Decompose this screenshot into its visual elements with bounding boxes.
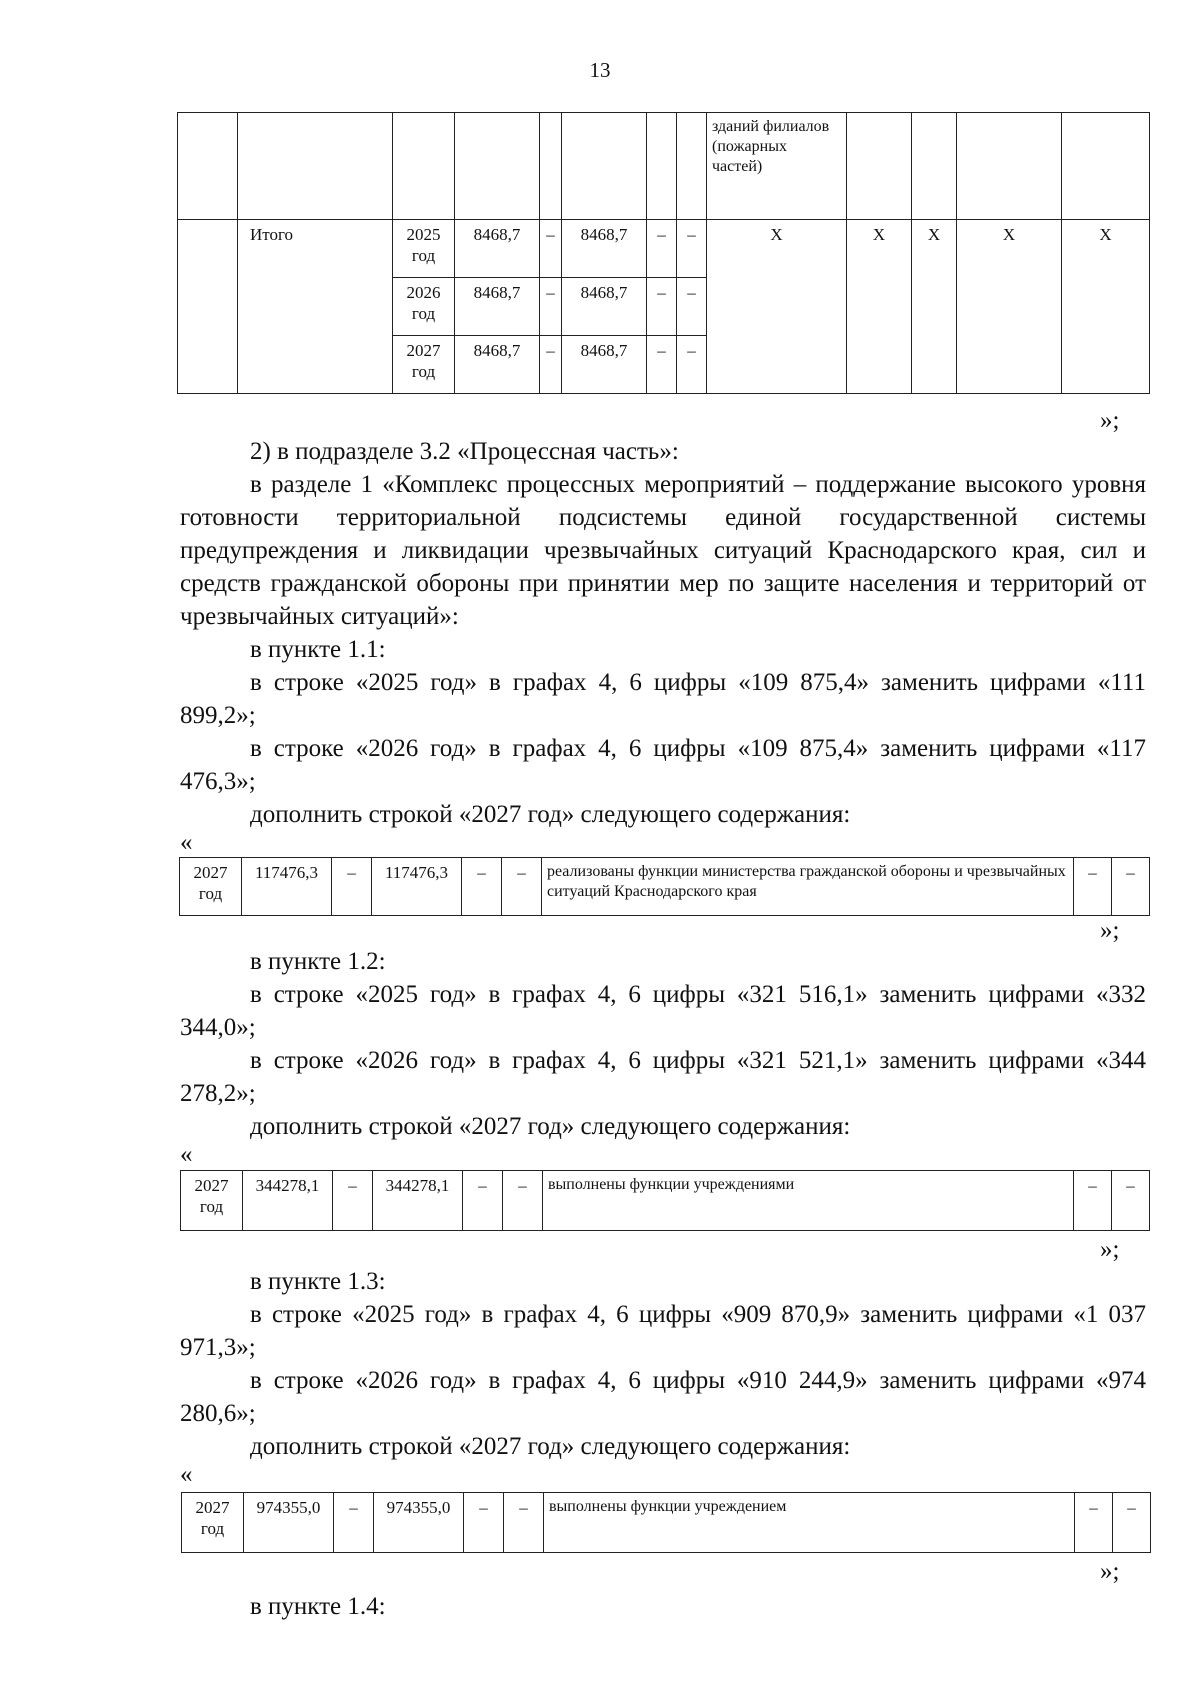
dash-cell: – [332, 858, 372, 916]
value-cell: 8468,7 [562, 278, 647, 336]
value-cell: 8468,7 [562, 220, 647, 278]
paragraph: в строке «2025 год» в графах 4, 6 цифры «109 875,4» заменить цифрами «111 899,2»; [180, 669, 1146, 729]
dash-cell: – [1074, 1171, 1112, 1231]
paragraph: в пункте 1.1: [250, 636, 386, 663]
dash-cell: – [463, 1171, 503, 1231]
row-table-3 [181, 1492, 1151, 1553]
value-cell: 974355,0 [244, 1493, 334, 1553]
dash-cell: – [540, 278, 562, 336]
dash-cell: – [1113, 1493, 1151, 1553]
dash-cell: – [502, 858, 542, 916]
description-cell: выполнены функции учреждением [544, 1493, 1075, 1553]
value-cell: 974355,0 [374, 1493, 464, 1553]
value-cell: 8468,7 [455, 220, 540, 278]
x-mark: X [1062, 220, 1150, 394]
paragraph: в строке «2026 год» в графах 4, 6 цифры «109 875,4» заменить цифрами «117 476,3»; [180, 735, 1146, 795]
dash-cell: – [333, 1171, 373, 1231]
year-cell: 2026 год [393, 278, 455, 336]
table-header-row [178, 113, 1150, 220]
paragraph: в пункте 1.3: [250, 1268, 386, 1295]
dash-cell: – [334, 1493, 374, 1553]
value-cell: 8468,7 [455, 336, 540, 394]
row-table-2 [180, 1170, 1150, 1231]
dash-cell: – [677, 220, 707, 278]
page-number: 13 [589, 58, 611, 82]
table-row [182, 1493, 1151, 1553]
dash-cell: – [540, 220, 562, 278]
x-mark: X [957, 220, 1062, 394]
dash-cell: – [464, 1493, 504, 1553]
description-cell: реализованы функции министерства гражданской обороны и чрезвычайных ситуаций Краснодарского края [542, 858, 1074, 916]
dash-cell: – [504, 1493, 544, 1553]
dash-cell: – [1075, 1493, 1113, 1553]
value-cell: 344278,1 [373, 1171, 463, 1231]
quote-close: »; [1100, 1558, 1120, 1585]
dash-cell: – [647, 220, 677, 278]
description-cell: выполнены функции учреждениями [543, 1171, 1074, 1231]
paragraph: в строке «2026 год» в графах 4, 6 цифры «321 521,1» заменить цифрами «344 278,2»; [180, 1047, 1146, 1107]
total-label: Итого [238, 220, 393, 394]
value-cell: 8468,7 [455, 278, 540, 336]
paragraph: в разделе 1 «Комплекс процессных мероприятий – поддержание высокого уровня готовности территориальной подсистемы единой государственной системы предупреждения и ликвидации чрезвычайных ситуаций Краснодарского края, сил и средств гражданской обороны при принятии мер по защите населения и территорий от чрезвычайных ситуаций»: [180, 471, 1146, 630]
paragraph: дополнить строкой «2027 год» следующего содержания: [250, 1113, 851, 1140]
table-row [181, 1171, 1150, 1231]
dash-cell: – [1074, 858, 1112, 916]
dash-cell: – [677, 278, 707, 336]
quote-open: « [180, 829, 193, 856]
dash-cell: – [503, 1171, 543, 1231]
paragraph: 2) в подразделе 3.2 «Процессная часть»: [250, 438, 679, 465]
paragraph: дополнить строкой «2027 год» следующего содержания: [250, 801, 851, 828]
year-cell: 2027 год [180, 858, 242, 916]
x-mark: X [847, 220, 912, 394]
dash-cell: – [540, 336, 562, 394]
dash-cell: – [647, 278, 677, 336]
quote-close: »; [1100, 917, 1120, 944]
value-cell: 117476,3 [242, 858, 332, 916]
quote-open: « [180, 1461, 193, 1488]
table-row [178, 220, 1150, 278]
year-cell: 2027 год [182, 1493, 244, 1553]
dash-cell: – [462, 858, 502, 916]
x-mark: X [912, 220, 957, 394]
dash-cell: – [1112, 1171, 1150, 1231]
table-row [180, 858, 1150, 916]
paragraph: в пункте 1.2: [250, 948, 386, 975]
x-mark: X [707, 220, 847, 394]
paragraph: в строке «2025 год» в графах 4, 6 цифры «321 516,1» заменить цифрами «332 344,0»; [180, 981, 1146, 1041]
header-cell: зданий филиалов (пожарных частей) [707, 113, 847, 220]
top-table [177, 112, 1150, 394]
dash-cell: – [647, 336, 677, 394]
value-cell: 117476,3 [372, 858, 462, 916]
dash-cell: – [1112, 858, 1150, 916]
quote-open: « [180, 1141, 193, 1168]
paragraph: в строке «2025 год» в графах 4, 6 цифры «909 870,9» заменить цифрами «1 037 971,3»; [180, 1301, 1146, 1361]
quote-close: »; [1100, 1236, 1120, 1263]
row-table-1 [179, 857, 1150, 916]
dash-cell: – [677, 336, 707, 394]
quote-close: »; [1100, 407, 1120, 434]
year-cell: 2027 год [181, 1171, 243, 1231]
year-cell: 2025 год [393, 220, 455, 278]
value-cell: 8468,7 [562, 336, 647, 394]
paragraph: в строке «2026 год» в графах 4, 6 цифры «910 244,9» заменить цифрами «974 280,6»; [180, 1367, 1146, 1427]
paragraph: дополнить строкой «2027 год» следующего содержания: [250, 1433, 851, 1460]
paragraph: в пункте 1.4: [250, 1593, 386, 1620]
value-cell: 344278,1 [243, 1171, 333, 1231]
year-cell: 2027 год [393, 336, 455, 394]
